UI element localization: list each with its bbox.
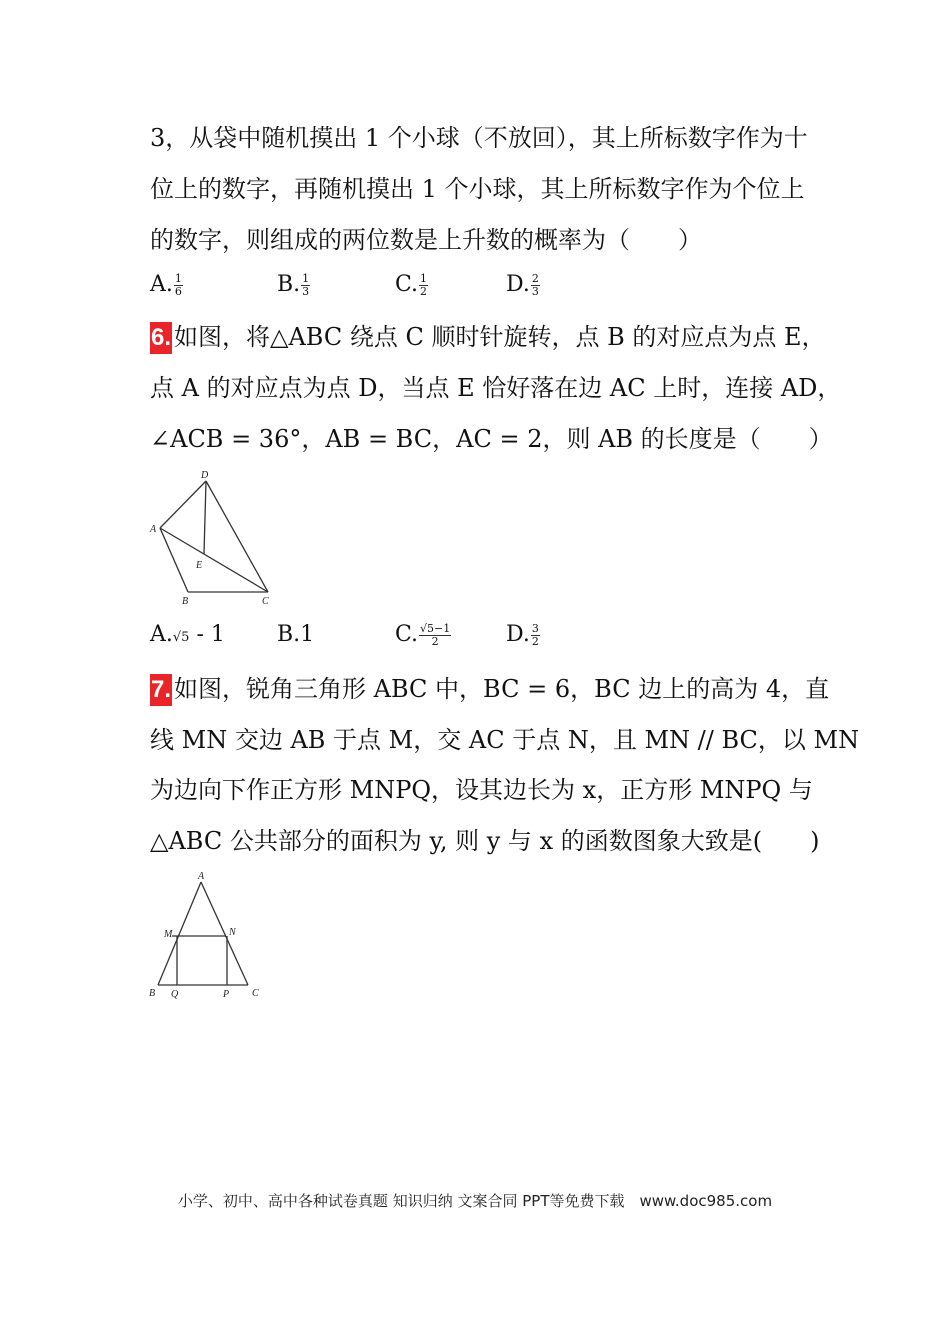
q6-text-1: 如图，将△ABC 绕点 C 顺时针旋转，点 B 的对应点为点 E，	[174, 323, 826, 351]
q7-label-p: P	[223, 989, 230, 1000]
q6-segment-ad	[160, 481, 206, 528]
q6-segment-ac	[160, 528, 268, 592]
q7-label-b: B	[149, 988, 156, 999]
q6-option-a: A.√5 - 1	[150, 622, 225, 647]
q6-option-b: B.1	[277, 622, 315, 647]
q6-line-1	[150, 321, 826, 354]
q5-line-2: 位上的数字，再随机摸出 1 个小球，其上所标数字作为个位上	[150, 175, 805, 203]
q7-figure	[140, 866, 270, 1006]
page-footer: 小学、初中、高中各种试卷真题 知识归纳 文案合同 PPT等免费下载 www.doc985.com	[177, 1192, 773, 1210]
q6-figure	[140, 462, 280, 607]
q6-label-d: D	[201, 470, 209, 481]
q6-number: 6.	[150, 322, 172, 354]
q5-option-a: A. $\frac{1}{6}$	[150, 271, 182, 298]
q7-line-2: 线 MN 交边 AB 于点 M，交 AC 于点 N，且 MN // BC，以 MN	[150, 726, 860, 754]
q7-line-4: △ABC 公共部分的面积为 y, 则 y 与 x 的函数图象大致是( )	[150, 827, 820, 855]
q6-line-2: 点 A 的对应点为点 D，当点 E 恰好落在边 AC 上时，连接 AD，	[150, 374, 842, 402]
q7-label-q: Q	[171, 989, 179, 1000]
q5-line-3: 的数字，则组成的两位数是上升数的概率为（ ）	[150, 226, 702, 254]
q7-segment-ac	[201, 882, 248, 985]
q5-option-b: B. $\frac{1}{3}$	[277, 271, 310, 298]
q6-segment-ab	[160, 528, 188, 592]
q6-segment-de	[204, 481, 206, 554]
q7-line-1	[150, 673, 829, 706]
q6-options	[150, 622, 750, 654]
q6-option-d: D. $\frac{3}{2}$	[506, 621, 539, 648]
q6-label-e: E	[196, 560, 203, 571]
q7-label-c: C	[252, 988, 259, 999]
q7-label-n: N	[229, 927, 236, 938]
q7-text-1: 如图，锐角三角形 ABC 中，BC = 6，BC 边上的高为 4，直	[174, 675, 830, 703]
q5-option-d: D. $\frac{2}{3}$	[506, 271, 539, 298]
q7-line-3: 为边向下作正方形 MNPQ，设其边长为 x，正方形 MNPQ 与	[150, 776, 813, 804]
q5-line-1: 3，从袋中随机摸出 1 个小球（不放回），其上所标数字作为十	[150, 124, 808, 152]
q6-label-b: B	[182, 596, 189, 607]
q7-label-m: M	[164, 929, 173, 940]
q7-number: 7.	[150, 674, 172, 706]
q5-options	[150, 272, 750, 304]
q7-label-a: A	[198, 871, 205, 882]
q6-line-3: ∠ACB = 36°，AB = BC，AC = 2，则 AB 的长度是（ ）	[150, 425, 833, 453]
q6-option-c: C. $\frac{√5-1}{2}$	[395, 621, 451, 648]
q6-label-c: C	[262, 596, 269, 607]
q6-label-a: A	[150, 524, 157, 535]
q6-segment-dc	[206, 481, 268, 592]
q5-option-c: C. $\frac{1}{2}$	[395, 271, 428, 298]
